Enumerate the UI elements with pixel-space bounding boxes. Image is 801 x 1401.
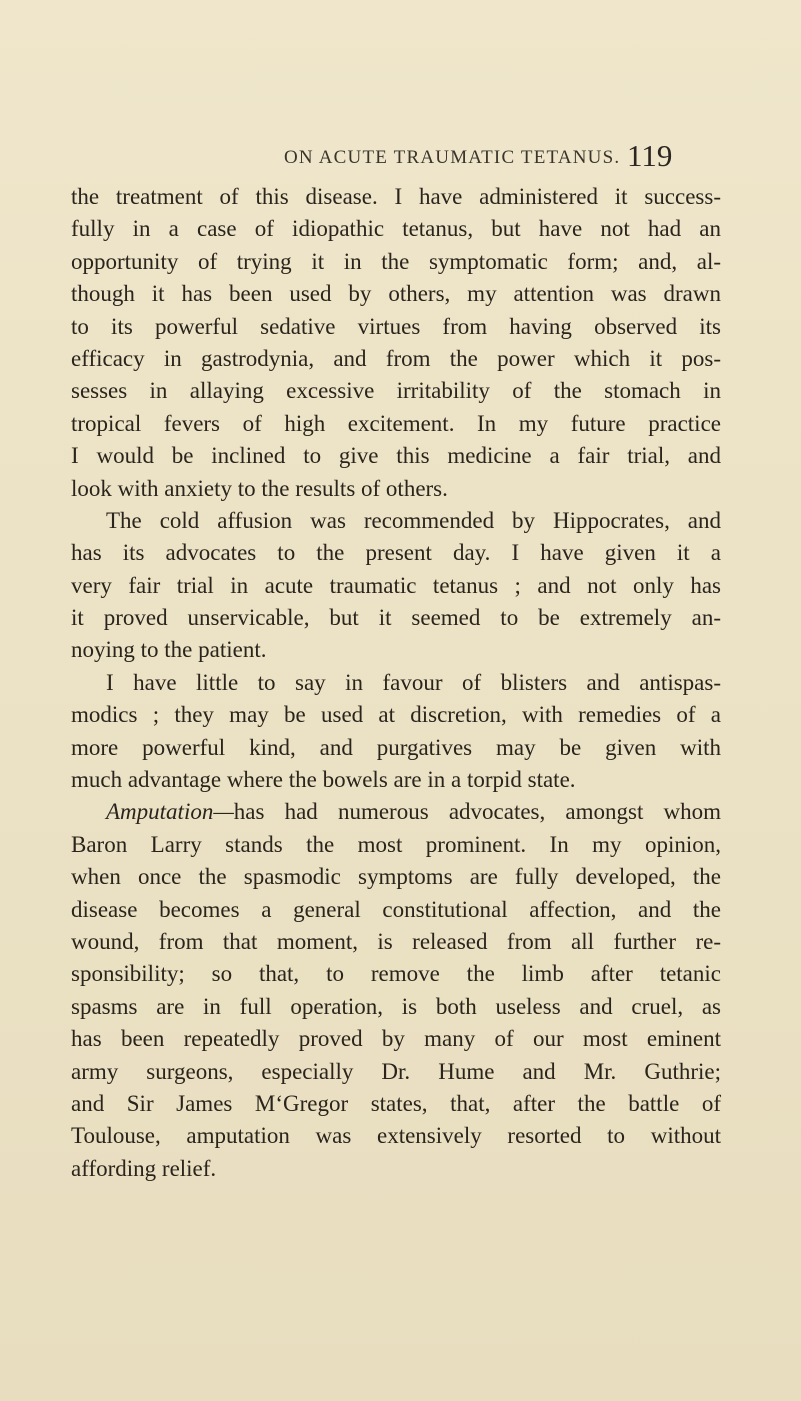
text-line: I would be inclined to give this medicine a fair trial, and bbox=[71, 443, 721, 469]
text-line: Toulouse, amputation was extensively resorted to without bbox=[71, 1123, 721, 1149]
text-line: sponsibility; so that, to remove the limb after tetanic bbox=[71, 961, 721, 987]
text-line: has its advocates to the present day. I have given it a bbox=[71, 540, 721, 566]
text-line: modics ; they may be used at discretion, with remedies of a bbox=[71, 702, 721, 728]
text-line: wound, from that moment, is released from all further re- bbox=[71, 928, 721, 954]
text-line: though it has been used by others, my attention was drawn bbox=[71, 281, 721, 307]
text-line: disease becomes a general constitutional affection, and the bbox=[71, 896, 721, 922]
text-line: has been repeatedly proved by many of our most eminent bbox=[71, 1026, 721, 1052]
text-line: noying to the patient. bbox=[71, 637, 267, 663]
text-line: look with anxiety to the results of others. bbox=[71, 475, 448, 501]
text-line: spasms are in full operation, is both useless and cruel, as bbox=[71, 993, 721, 1019]
italic-lead: Amputation— bbox=[106, 799, 234, 825]
text-line: Baron Larry stands the most prominent. In my opinion, bbox=[71, 831, 721, 857]
text-line: affording relief. bbox=[71, 1155, 217, 1181]
text-line: more powerful kind, and purgatives may be given with bbox=[71, 734, 721, 760]
line-continuation: has had numerous advocates, amongst whom bbox=[233, 799, 721, 825]
text-line: sesses in allaying excessive irritability of the stomach in bbox=[71, 378, 721, 404]
text-line: efficacy in gastrodynia, and from the power which it pos- bbox=[71, 345, 721, 371]
text-line: fully in a case of idiopathic tetanus, but have not had an bbox=[71, 216, 721, 242]
paragraph-first-line: I have little to say in favour of blisters and antispas- bbox=[106, 669, 721, 695]
text-line: opportunity of trying it in the symptomatic form; and, al- bbox=[71, 248, 721, 274]
text-line: very fair trial in acute traumatic tetanus ; and not only has bbox=[71, 572, 721, 598]
text-line: tropical fevers of high excitement. In my future practice bbox=[71, 410, 721, 436]
text-line: it proved unservicable, but it seemed to be extremely an- bbox=[71, 605, 721, 631]
text-line: much advantage where the bowels are in a torpid state. bbox=[71, 767, 576, 793]
body-text bbox=[71, 181, 721, 1185]
text-line: when once the spasmodic symptoms are fully developed, the bbox=[71, 864, 721, 890]
text-line: army surgeons, especially Dr. Hume and Mr. Guthrie; bbox=[71, 1058, 721, 1084]
text-line: the treatment of this disease. I have administered it success- bbox=[71, 184, 721, 209]
page-number: 119 bbox=[627, 138, 673, 173]
text-line: to its powerful sedative virtues from having observed its bbox=[71, 313, 721, 339]
paragraph-first-line bbox=[71, 796, 721, 828]
running-title: ON ACUTE TRAUMATIC TETANUS. bbox=[284, 147, 621, 168]
paragraph-first-line: The cold affusion was recommended by Hippocrates, and bbox=[106, 507, 721, 533]
text-line: and Sir James M‘Gregor states, that, after the battle of bbox=[71, 1090, 721, 1116]
